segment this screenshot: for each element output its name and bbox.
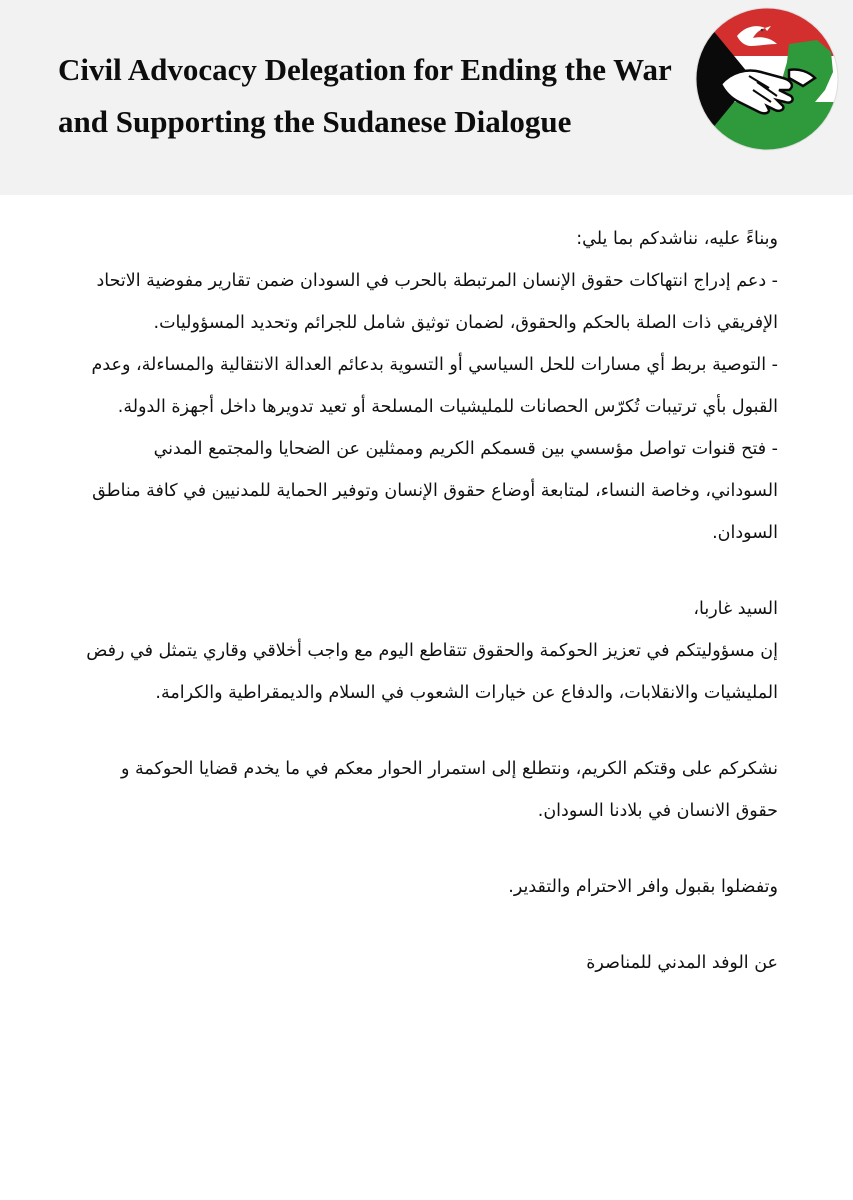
recommendation-item-2: - التوصية بربط أي مسارات للحل السياسي أو التسوية بدعائم العدالة الانتقالية والمساءلة، وعدم القبول بأي ترتيبات تُكرّس الحصانات للمليشيات المسلحة أو تعيد تدويرها داخل أجهزة الدولة.	[91, 355, 778, 417]
salutation: السيد غاربا،	[693, 599, 778, 619]
title-line-1: Civil Advocacy Delegation for Ending the War	[58, 52, 672, 87]
letter-body	[80, 218, 778, 984]
intro-line: وبناءً عليه، نناشدكم بما يلي:	[576, 229, 778, 249]
closing-line: وتفضلوا بقبول وافر الاحترام والتقدير.	[508, 877, 778, 897]
letterhead	[0, 0, 853, 195]
spacer	[80, 908, 778, 942]
recommendation-item-1: - دعم إدراج انتهاكات حقوق الإنسان المرتبطة بالحرب في السودان ضمن تقارير مفوضية الاتحاد الإفريقي ذات الصلة بالحكم والحقوق، لضمان توثيق شامل للجرائم وتحديد المسؤوليات.	[96, 271, 778, 333]
letterhead-title	[58, 44, 688, 148]
paragraph-thanks: نشكركم على وقتكم الكريم، ونتطلع إلى استمرار الحوار معكم في ما يخدم قضايا الحوكمة و حقوق الانسان في بلادنا السودان.	[120, 759, 778, 821]
handshake-logo-icon	[693, 6, 841, 152]
spacer	[80, 554, 778, 588]
spacer	[80, 714, 778, 748]
title-line-2: and Supporting the Sudanese Dialogue	[58, 104, 572, 139]
recommendation-item-3: - فتح قنوات تواصل مؤسسي بين قسمكم الكريم وممثلين عن الضحايا والمجتمع المدني السوداني، وخاصة النساء، لمتابعة أوضاع حقوق الإنسان وتوفير الحماية للمدنيين في كافة مناطق السودان.	[92, 439, 778, 543]
spacer	[80, 832, 778, 866]
paragraph-responsibility: إن مسؤوليتكم في تعزيز الحوكمة والحقوق تتقاطع اليوم مع واجب أخلاقي وقاري يتمثل في رفض المليشيات والانقلابات، والدفاع عن خيارات الشعوب في السلام والديمقراطية والكرامة.	[86, 641, 778, 703]
signature-line: عن الوفد المدني للمناصرة	[586, 953, 778, 973]
